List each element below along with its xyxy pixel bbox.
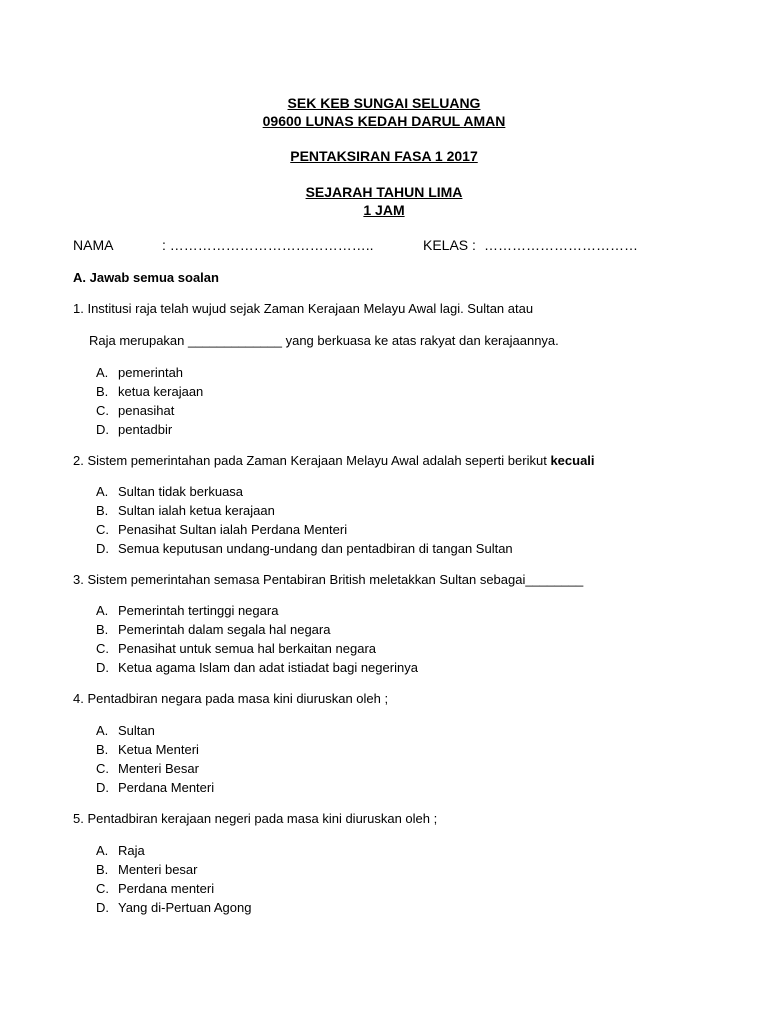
option-text: Yang di-Pertuan Agong [118,900,252,915]
option-letter: D. [96,422,109,437]
class-blank: …………………………… [484,237,638,253]
school-address: 09600 LUNAS KEDAH DARUL AMAN [262,113,506,129]
option-item [96,484,513,503]
option-item [96,862,251,881]
option-letter: B. [96,742,109,757]
option-text: penasihat [118,403,175,418]
name-label: NAMA [73,237,114,253]
option-text: Perdana menteri [118,881,215,896]
option-text: Penasihat untuk semua hal berkaitan negara [118,641,377,656]
option-item [96,603,418,622]
option-letter: D. [96,780,109,795]
question-1-text-cont: Raja merupakan _____________ yang berkuasa ke atas rakyat dan kerajaannya. [89,333,559,348]
question-2-options [96,484,513,560]
option-item [96,742,214,761]
question-2-text [73,453,595,469]
option-letter: D. [96,660,109,675]
option-item [96,384,203,403]
option-item [96,365,203,384]
option-item [96,900,251,919]
option-letter: D. [96,900,109,915]
option-text: Menteri besar [118,862,198,877]
option-item [96,843,251,862]
option-text: ketua kerajaan [118,384,204,399]
question-3-text: 3. Sistem pemerintahan semasa Pentabiran British meletakkan Sultan sebagai________ [73,572,584,587]
question-1-text: 1. Institusi raja telah wujud sejak Zaman Kerajaan Melayu Awal lagi. Sultan atau [73,301,534,316]
option-text: Perdana Menteri [118,780,215,795]
option-letter: A. [96,484,109,499]
question-4-options [96,723,214,799]
subject-title: SEJARAH TAHUN LIMA [305,184,463,200]
option-item [96,403,203,422]
option-item [96,641,418,660]
option-letter: C. [96,522,109,537]
option-item [96,541,513,560]
option-item [96,422,203,441]
option-text: Pemerintah tertinggi negara [118,603,279,618]
option-letter: C. [96,881,109,896]
question-2-stem: 2. Sistem pemerintahan pada Zaman Kerajaan Melayu Awal adalah seperti berikut [73,453,551,468]
option-letter: C. [96,761,109,776]
option-text: Ketua Menteri [118,742,199,757]
option-letter: B. [96,503,109,518]
option-text: Sultan ialah ketua kerajaan [118,503,275,518]
option-text: Ketua agama Islam dan adat istiadat bagi negerinya [118,660,418,675]
option-item [96,761,214,780]
option-text: Raja [118,843,145,858]
option-item [96,723,214,742]
exam-title: PENTAKSIRAN FASA 1 2017 [290,148,478,164]
name-blank: : …………………………………….. [162,237,374,253]
option-letter: A. [96,723,109,738]
option-text: pemerintah [118,365,184,380]
option-item [96,881,251,900]
option-text: Sultan tidak berkuasa [118,484,244,499]
option-item [96,660,418,679]
school-name: SEK KEB SUNGAI SELUANG [287,95,481,111]
option-text: Semua keputusan undang-undang dan pentadbiran di tangan Sultan [118,541,513,556]
question-1-options [96,365,203,441]
option-letter: B. [96,862,109,877]
question-5-text: 5. Pentadbiran kerajaan negeri pada masa kini diuruskan oleh ; [73,811,438,826]
question-3-options [96,603,418,679]
option-text: Pemerintah dalam segala hal negara [118,622,331,637]
question-4-text: 4. Pentadbiran negara pada masa kini diuruskan oleh ; [73,691,389,706]
option-letter: A. [96,843,109,858]
option-letter: A. [96,365,109,380]
option-letter: B. [96,384,109,399]
option-item [96,522,513,541]
option-letter: A. [96,603,109,618]
question-5-options [96,843,251,919]
option-letter: D. [96,541,109,556]
option-letter: B. [96,622,109,637]
option-text: Penasihat Sultan ialah Perdana Menteri [118,522,348,537]
question-2-emphasis: kecuali [550,453,595,468]
option-text: Menteri Besar [118,761,199,776]
option-item [96,503,513,522]
option-item [96,780,214,799]
exam-duration: 1 JAM [363,202,405,218]
option-text: pentadbir [118,422,173,437]
option-letter: C. [96,403,109,418]
option-text: Sultan [118,723,155,738]
section-title: A. Jawab semua soalan [73,270,219,285]
option-letter: C. [96,641,109,656]
option-item [96,622,418,641]
class-label: KELAS : [423,237,476,253]
